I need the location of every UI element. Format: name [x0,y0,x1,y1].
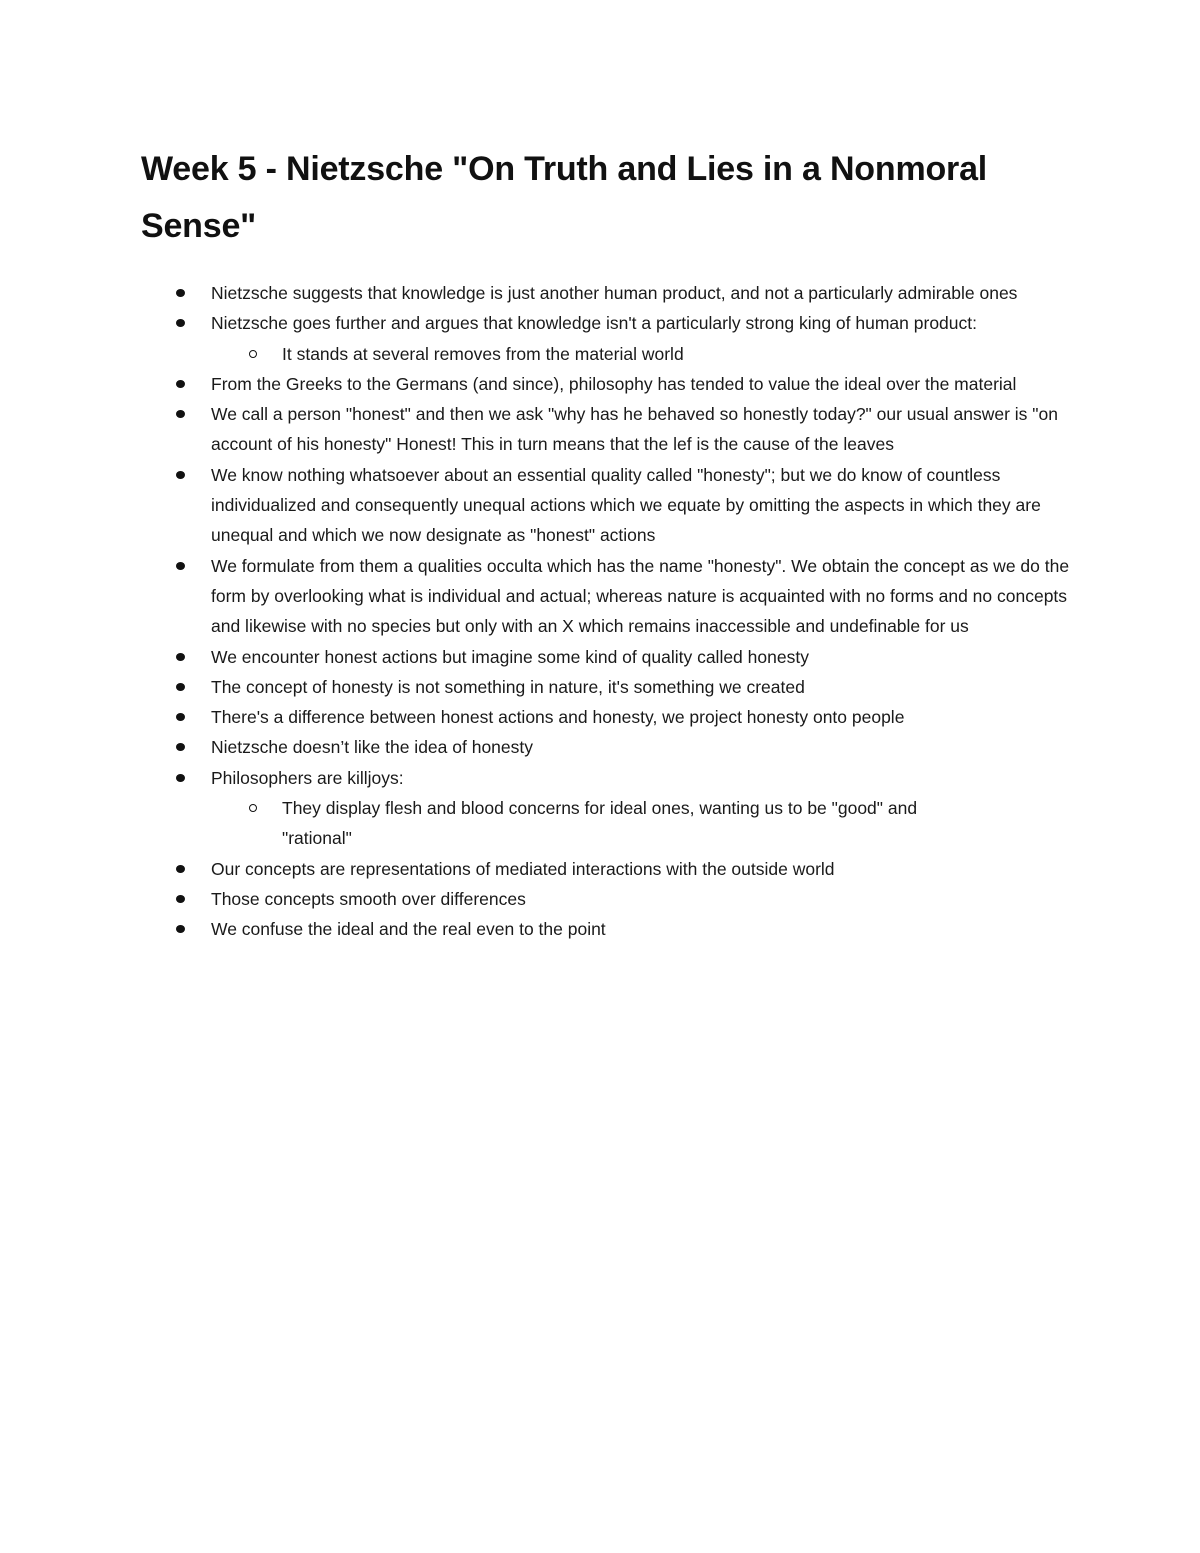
list-item-text: The concept of honesty is not something in nature, it's something we created [211,676,805,697]
bullet-icon [176,562,185,570]
list-item-text: Nietzsche suggests that knowledge is just another human product, and not a particularly admirable ones [211,283,1018,303]
list-item-text: Nietzsche goes further and argues that knowledge isn't a particularly strong king of human product: [211,313,977,334]
bullet-icon [176,653,185,661]
list-item [0,672,1200,702]
list-item [0,308,1200,369]
list-item-text: From the Greeks to the Germans (and since), philosophy has tended to value the ideal over the material [211,373,1017,394]
list-item-text: Those concepts smooth over differences [211,888,526,909]
notes-list [0,278,1200,945]
list-item [0,702,1200,732]
list-item-text: Nietzsche doesn’t like the idea of honesty [211,737,533,758]
list-item-text: There's a difference between honest actions and honesty, we project honesty onto people [211,707,905,728]
sub-list-item [0,793,1070,854]
bullet-icon [176,713,185,721]
bullet-icon [176,743,185,751]
list-item-text: We call a person "honest" and then we ask "why has he behaved so honestly today?" our usual answer is "on account of his honesty" Honest! This in turn means that the lef is the cause of the leaves [211,404,1058,455]
sub-list-item [0,339,1070,369]
list-item-text: We know nothing whatsoever about an essential quality called "honesty"; but we do know of countless individualized and consequently unequal actions which we equate by omitting the aspects in which they are unequal and which we now designate as "honest" actions [211,464,1041,546]
list-item-text: We encounter honest actions but imagine some kind of quality called honesty [211,646,809,667]
bullet-icon [176,289,185,297]
list-item [0,884,1200,914]
sub-list-item-text: They display flesh and blood concerns for ideal ones, wanting us to be "good" and "rational" [282,798,918,849]
list-item [0,732,1200,762]
list-item [0,399,1200,460]
bullet-icon [176,925,185,933]
hollow-bullet-icon [249,350,257,358]
bullet-icon [176,774,185,782]
list-item-text: Philosophers are killjoys: [211,767,404,788]
hollow-bullet-icon [249,804,257,812]
bullet-icon [176,865,185,873]
list-item-text: We confuse the ideal and the real even to the point [211,919,606,940]
list-item [0,460,1200,551]
sub-list [211,339,1070,369]
bullet-icon [176,895,185,903]
bullet-icon [176,683,185,691]
sub-list-item-text: It stands at several removes from the material world [282,343,684,364]
list-item [0,369,1200,399]
bullet-icon [176,319,185,327]
list-item [0,551,1200,642]
bullet-icon [176,410,185,418]
list-item [0,914,1200,944]
list-item [0,278,1200,308]
page-title: Week 5 - Nietzsche "On Truth and Lies in a Nonmoral Sense" [141,150,988,245]
list-item-text: Our concepts are representations of mediated interactions with the outside world [211,858,835,879]
bullet-icon [176,471,185,479]
list-item [0,763,1200,854]
bullet-icon [176,380,185,388]
list-item [0,854,1200,884]
sub-list [211,793,1070,854]
list-item-text: We formulate from them a qualities occulta which has the name "honesty". We obtain the concept as we do the form by overlooking what is individual and actual; whereas nature is acquainted with no forms and no concepts and likewise with no species but only with an X which remains inaccessible and undefinable for us [211,555,1070,637]
list-item [0,642,1200,672]
